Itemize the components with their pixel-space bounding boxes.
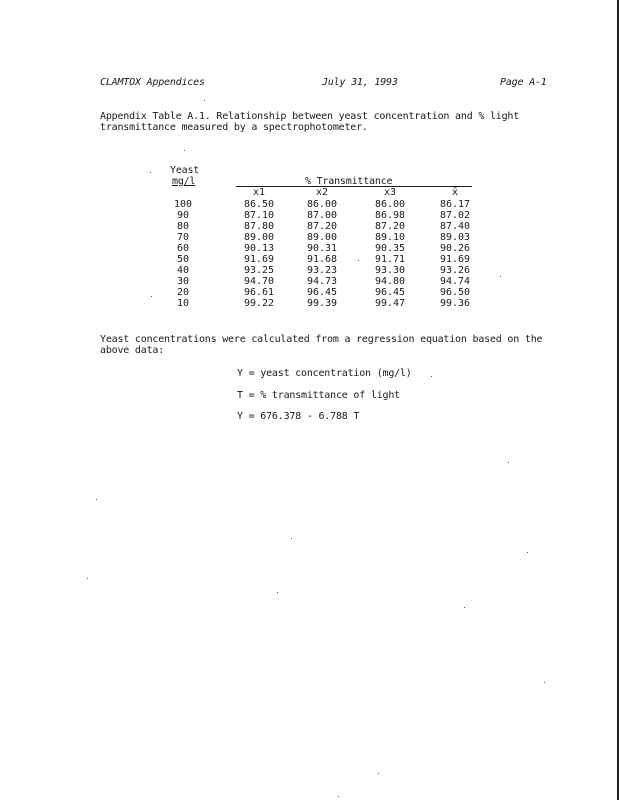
- x1-value: 90.13: [243, 243, 275, 254]
- yeast-unit-header: mg/l: [172, 176, 196, 187]
- x1-value: 87.10: [243, 210, 275, 221]
- x1-value: 89.00: [243, 232, 275, 243]
- header-page-number: Page A-1: [500, 77, 547, 88]
- scan-speck: [464, 607, 465, 608]
- header-left: CLAMTOX Appendices: [100, 77, 205, 88]
- header-date: July 31, 1993: [322, 77, 398, 88]
- x3-value: 90.35: [374, 243, 406, 254]
- x2-value: 91.68: [306, 254, 338, 265]
- mean-value: 93.26: [439, 265, 471, 276]
- yeast-value: 70: [176, 232, 190, 243]
- scan-speck: [96, 499, 97, 500]
- x2-value: 99.39: [306, 298, 338, 309]
- table-caption-line1: Appendix Table A.1. Relationship between yeast concentration and % light: [100, 111, 520, 122]
- yeast-value: 90: [176, 210, 190, 221]
- scan-speck: [338, 796, 339, 797]
- x2-value: 96.45: [306, 287, 338, 298]
- equation-y-definition: Y = yeast concentration (mg/l): [237, 368, 412, 379]
- x1-value: 94.70: [243, 276, 275, 287]
- scan-speck: [291, 538, 292, 539]
- x2-value: 87.20: [306, 221, 338, 232]
- mean-value: 91.69: [439, 254, 471, 265]
- x3-value: 87.20: [374, 221, 406, 232]
- scan-speck: [378, 773, 379, 774]
- scan-speck: [150, 172, 151, 173]
- x3-value: 93.30: [374, 265, 406, 276]
- x1-value: 86.50: [243, 199, 275, 210]
- mean-value: 90.26: [439, 243, 471, 254]
- yeast-value: 10: [176, 298, 190, 309]
- scan-speck: [431, 376, 432, 377]
- mean-value: 96.50: [439, 287, 471, 298]
- x3-value: 96.45: [374, 287, 406, 298]
- body-paragraph-line1: Yeast concentrations were calculated from a regression equation based on the: [100, 334, 543, 345]
- scan-speck: [184, 150, 185, 151]
- yeast-value: 100: [173, 199, 193, 210]
- transmittance-group-header: % Transmittance: [305, 176, 393, 187]
- x2-value: 90.31: [306, 243, 338, 254]
- scan-speck: [508, 462, 509, 463]
- scan-speck: [500, 276, 501, 277]
- x3-value: 86.00: [374, 199, 406, 210]
- mean-value: 94.74: [439, 276, 471, 287]
- yeast-value: 60: [176, 243, 190, 254]
- column-header-x3: x3: [383, 187, 397, 198]
- mean-value: 87.40: [439, 221, 471, 232]
- regression-equation: Y = 676.378 - 6.788 T: [237, 411, 360, 422]
- x3-value: 94.80: [374, 276, 406, 287]
- scan-speck: [87, 578, 88, 579]
- x2-value: 86.00: [306, 199, 338, 210]
- scan-speck: [544, 682, 545, 683]
- x3-value: 89.10: [374, 232, 406, 243]
- x2-value: 94.73: [306, 276, 338, 287]
- yeast-value: 20: [176, 287, 190, 298]
- mean-value: 99.36: [439, 298, 471, 309]
- x2-value: 87.00: [306, 210, 338, 221]
- x3-value: 86.98: [374, 210, 406, 221]
- table-caption-line2: transmittance measured by a spectrophotometer.: [100, 122, 368, 133]
- x1-value: 91.69: [243, 254, 275, 265]
- x2-value: 93.23: [306, 265, 338, 276]
- x3-value: 91.71: [374, 254, 406, 265]
- yeast-value: 30: [176, 276, 190, 287]
- x1-value: 87.80: [243, 221, 275, 232]
- equation-t-definition: T = % transmittance of light: [237, 390, 400, 401]
- mean-value: 89.03: [439, 232, 471, 243]
- scan-speck: [151, 296, 152, 297]
- yeast-value: 40: [176, 265, 190, 276]
- x1-value: 96.61: [243, 287, 275, 298]
- x1-value: 93.25: [243, 265, 275, 276]
- yeast-value: 50: [176, 254, 190, 265]
- scan-speck: [527, 552, 528, 553]
- mean-value: 87.02: [439, 210, 471, 221]
- body-paragraph-line2: above data:: [100, 345, 165, 356]
- scan-speck: [204, 100, 205, 101]
- yeast-value: 80: [176, 221, 190, 232]
- yeast-header: Yeast: [170, 165, 200, 176]
- column-header-x1: x1: [252, 187, 266, 198]
- x1-value: 99.22: [243, 298, 275, 309]
- column-header-x2: x2: [315, 187, 329, 198]
- scan-speck: [358, 260, 359, 261]
- mean-value: 86.17: [439, 199, 471, 210]
- x3-value: 99.47: [374, 298, 406, 309]
- scan-speck: [277, 592, 278, 593]
- column-header-mean: x̄: [451, 187, 459, 198]
- x2-value: 89.00: [306, 232, 338, 243]
